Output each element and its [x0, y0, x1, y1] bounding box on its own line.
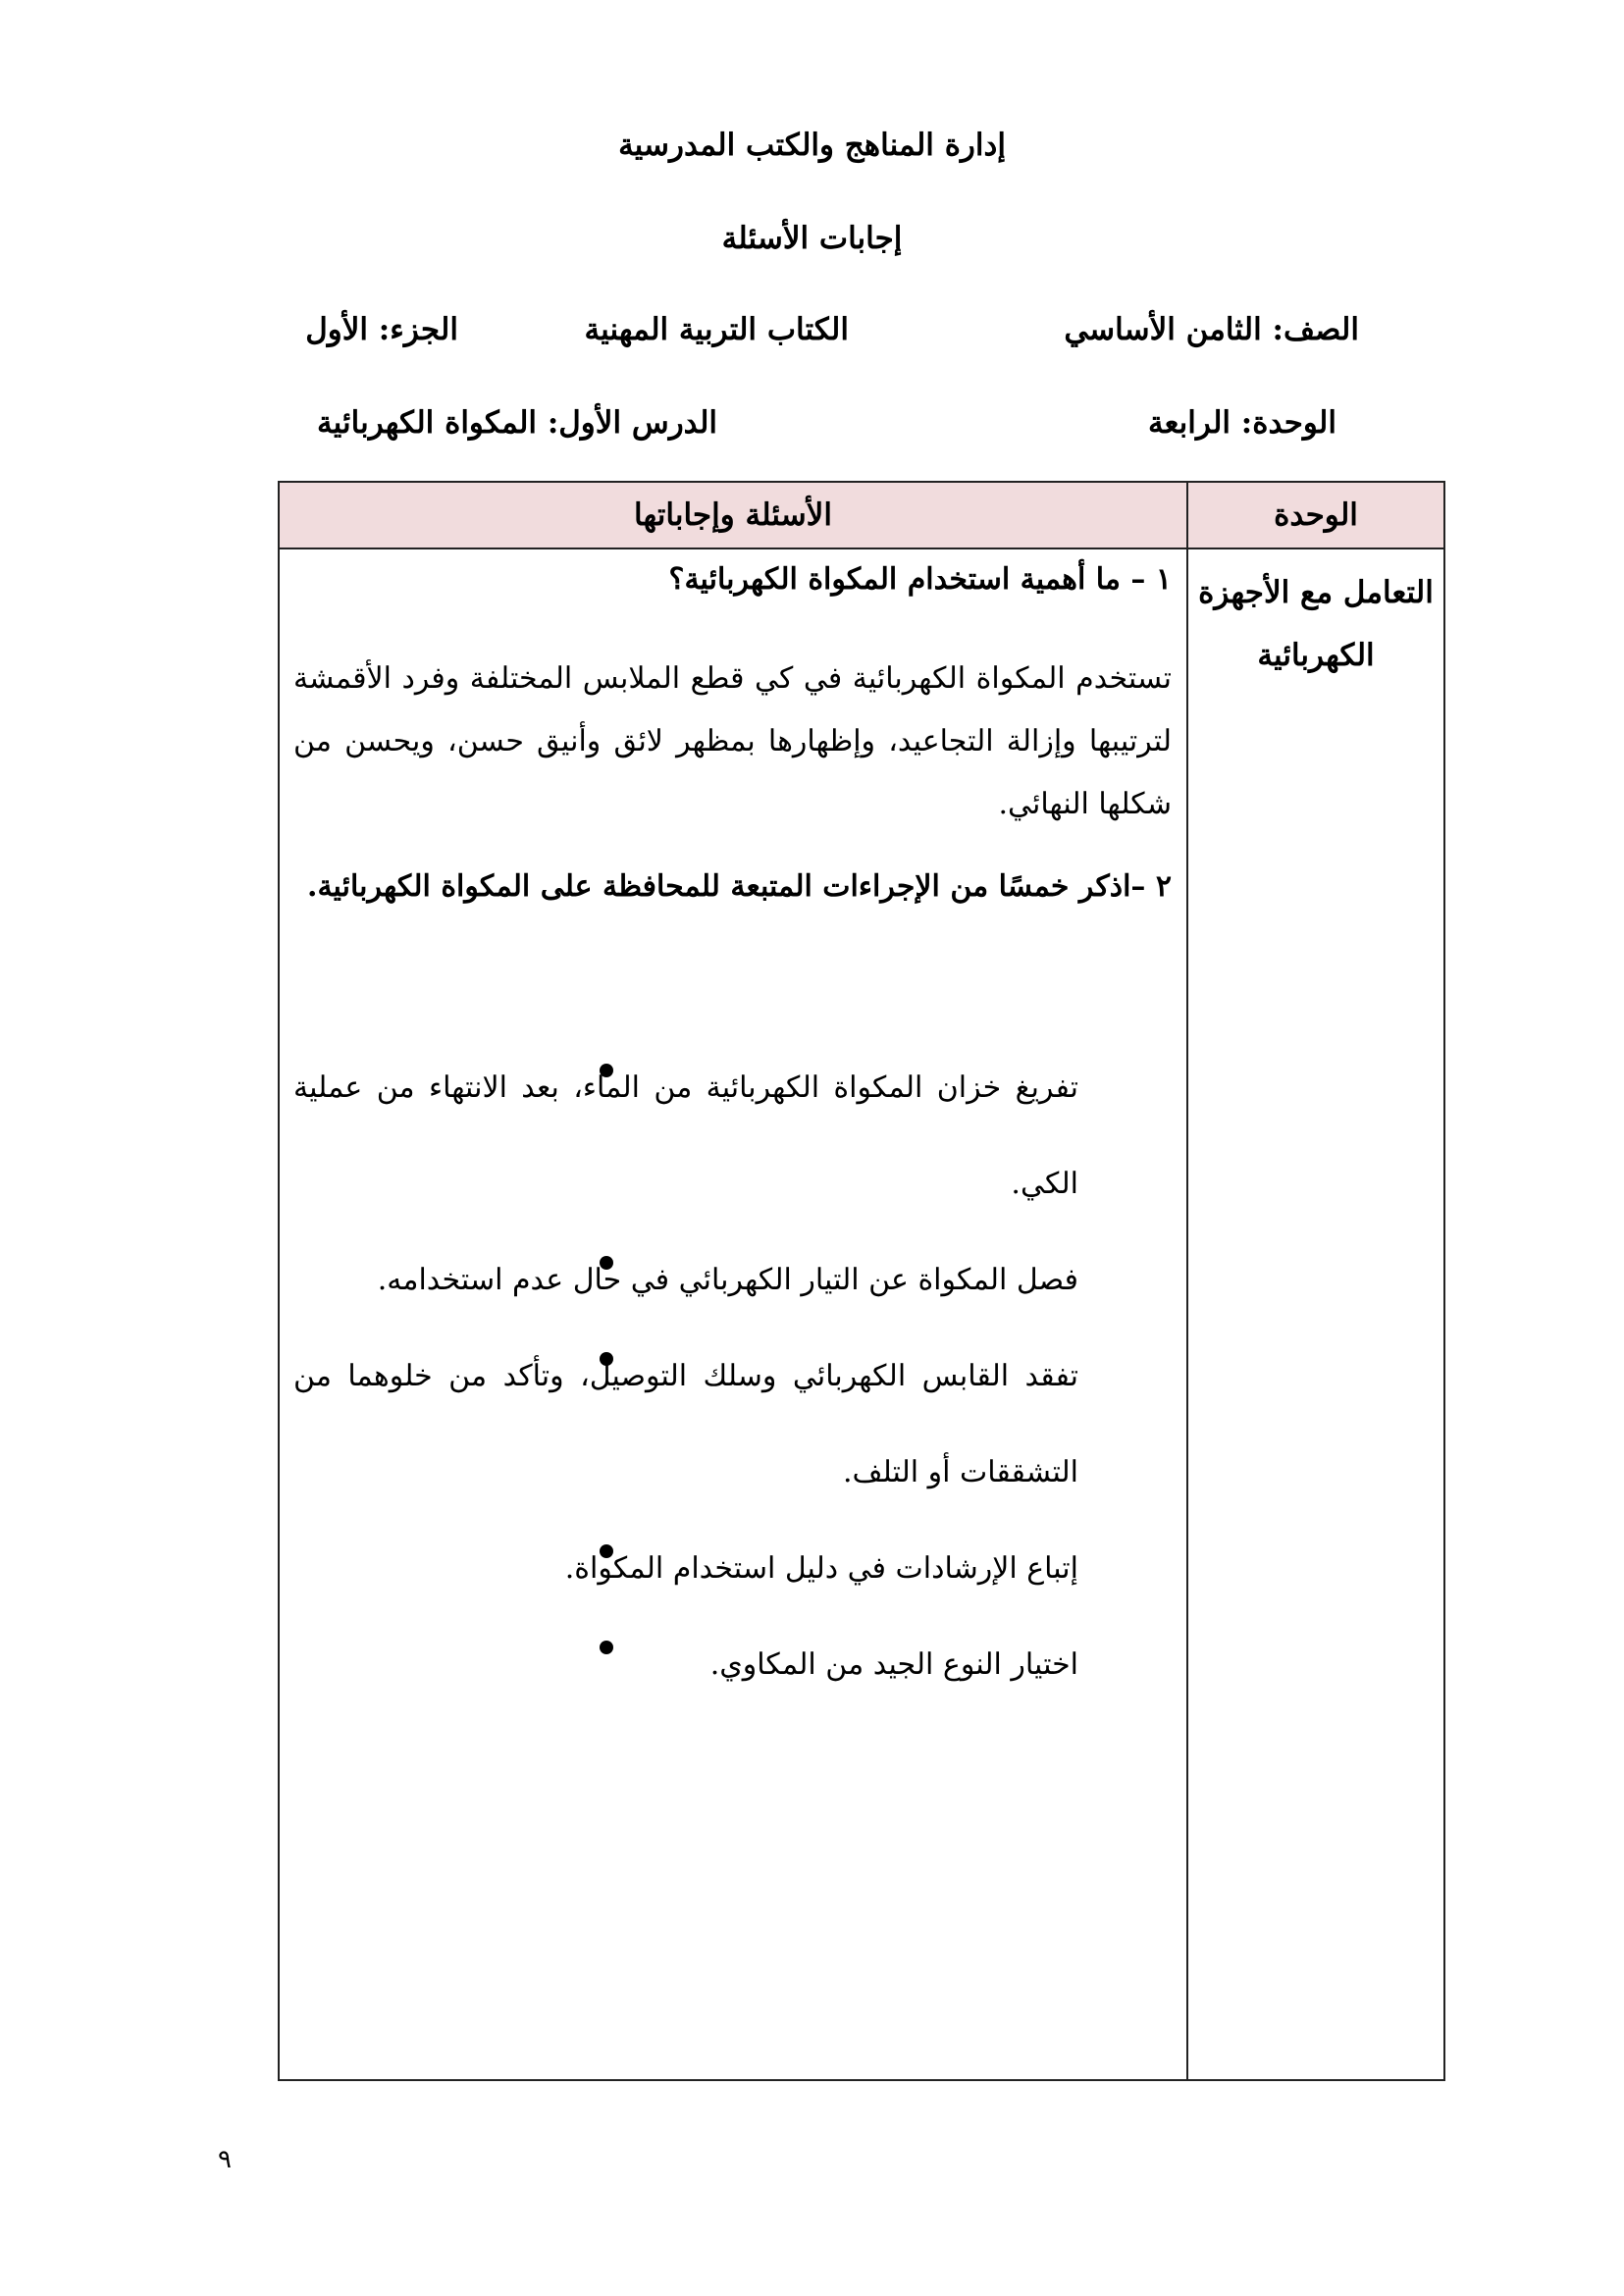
bullet-item-1: تفريغ خزان المكواة الكهربائية من الماء، بعد الانتهاء من عملية الكي. [293, 1070, 1078, 1201]
directorate-title: إدارة المناهج والكتب المدرسية [618, 128, 1006, 163]
qa-table [278, 481, 1445, 2081]
unit-name-line2: الكهربائية [1257, 638, 1375, 673]
bullet-item-2: فصل المكواة عن التيار الكهربائي في حال عدم استخدامه. [377, 1263, 1078, 1297]
bullet-item-3: تفقد القابس الكهربائي وسلك التوصيل، وتأكد من خلوهما من التشققات أو التلف. [293, 1359, 1078, 1489]
book-label: الكتاب التربية المهنية [584, 312, 849, 347]
column-divider [1186, 483, 1188, 2079]
grade-label: الصف: الثامن الأساسي [1064, 312, 1359, 347]
unit-column-header: الوحدة [1274, 497, 1358, 533]
unit-name-cell [1188, 561, 1443, 687]
lesson-label: الدرس الأول: المكواة الكهربائية [317, 405, 717, 441]
bullet-item-5: اختيار النوع الجيد من المكاوي. [709, 1647, 1078, 1682]
answer-1: تستخدم المكواة الكهربائية في كي قطع الملابس المختلفة وفرد الأقمشة لترتيبها وإزالة التجاعيد، وإظهارها بمظهر لائق وأنيق حسن، ويحسن من شكلها النهائي. [293, 661, 1172, 821]
bullet-item-4: إتباع الإرشادات في دليل استخدام المكواة. [564, 1551, 1078, 1586]
document-title: إجابات الأسئلة [721, 221, 903, 256]
unit-name-line1: التعامل مع الأجهزة [1198, 575, 1434, 610]
question-2: ٢ –اذكر خمسًا من الإجراءات المتبعة للمحافظة على المكواة الكهربائية. [307, 869, 1172, 904]
qa-column-header: الأسئلة وإجاباتها [634, 497, 832, 533]
question-1: ١ – ما أهمية استخدام المكواة الكهربائية؟ [668, 562, 1172, 597]
part-label: الجزء: الأول [305, 312, 458, 347]
page-number: ٩ [218, 2145, 232, 2174]
unit-label: الوحدة: الرابعة [1148, 405, 1336, 441]
